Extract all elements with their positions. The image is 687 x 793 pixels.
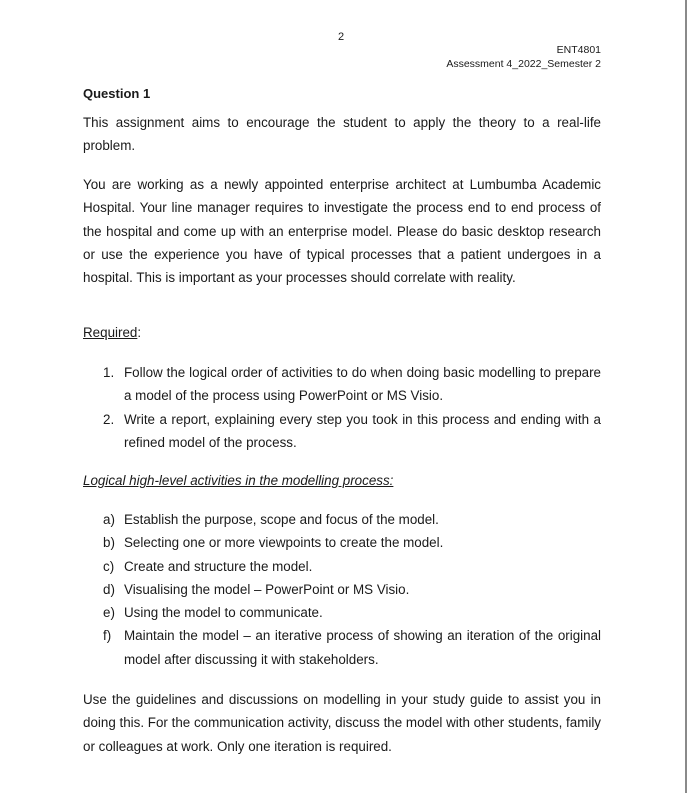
activity-item [83,555,601,578]
list-item-text: Follow the logical order of activities to do when doing basic modelling to prepare a model of the process using PowerPoint or MS Visio. [124,365,601,404]
intro-paragraph: This assignment aims to encourage the student to apply the theory to a real-life problem. [83,115,601,154]
required-heading-colon: : [137,325,142,340]
scenario-paragraph: You are working as a newly appointed enterprise architect at Lumbumba Academic Hospital. Your line manager requires to investigate the process end to end process of the hospital and come up with an enterprise model. Please do basic desktop research or use the experience you have of typical processes that a patient undergoes in a hospital. This is important as your processes should correlate with reality. [83,177,601,286]
assessment-label: Assessment 4_2022_Semester 2 [446,58,601,70]
required-list [83,361,601,454]
course-code: ENT4801 [556,44,601,56]
activity-item [83,601,601,624]
list-item-text: Maintain the model – an iterative process of showing an iteration of the original model after discussing it with stakeholders. [124,628,601,667]
required-heading-text: Required [83,325,138,340]
list-item-text: Create and structure the model. [124,558,313,574]
list-marker: 1. [103,365,115,380]
activity-item [83,508,601,531]
list-marker: f) [103,628,112,644]
page-number: 2 [338,31,345,43]
required-item [83,361,601,408]
list-marker: 2. [103,411,115,427]
activity-item [83,578,601,601]
list-marker: d) [103,581,115,597]
list-marker: b) [103,535,115,551]
list-marker: e) [103,605,115,621]
list-item-text: Establish the purpose, scope and focus of the model. [124,512,439,527]
activity-item [83,624,601,671]
list-item-text: Using the model to communicate. [124,605,323,621]
list-marker: c) [103,558,115,574]
closing-paragraph: Use the guidelines and discussions on modelling in your study guide to assist you in doing this. For the communication activity, discuss the model with other students, family or colleagues at work. Only one iteration is required. [83,692,601,754]
question-title: Question 1 [83,86,151,101]
required-item [83,408,601,455]
activities-list [83,508,601,671]
list-marker: a) [103,512,115,527]
list-item-text: Write a report, explaining every step you took in this process and ending with a refined model of the process. [124,411,601,450]
activity-item [83,531,601,554]
list-item-text: Visualising the model – PowerPoint or MS Visio. [124,581,410,597]
list-item-text: Selecting one or more viewpoints to create the model. [124,535,444,551]
required-heading [83,325,141,340]
activities-heading: Logical high-level activities in the modelling process: [83,473,394,488]
